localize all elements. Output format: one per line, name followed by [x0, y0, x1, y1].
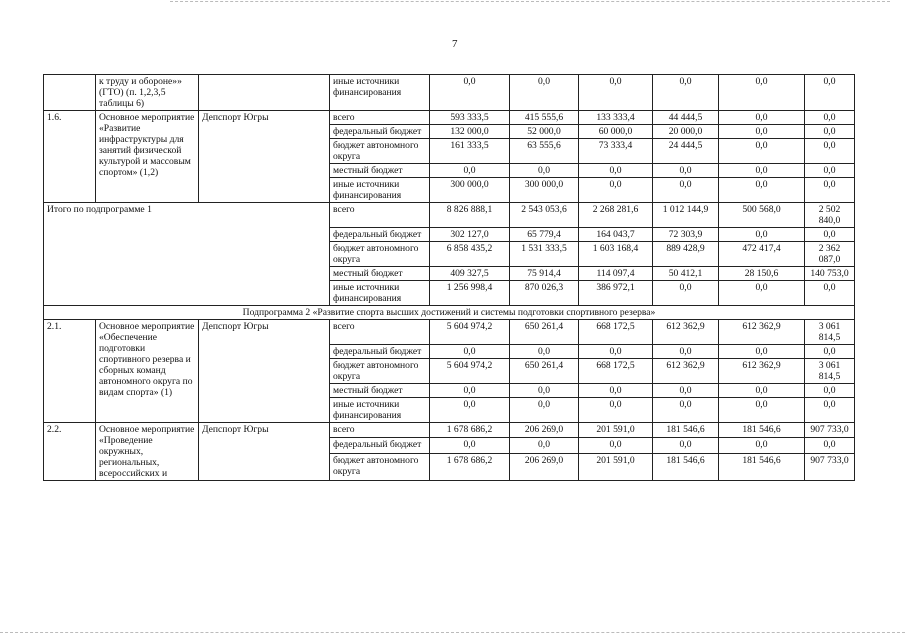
amount-cell: 0,0: [805, 384, 855, 398]
funding-source: бюджет автономного округа: [330, 359, 430, 384]
amount-cell: 1 531 333,5: [510, 242, 579, 267]
funding-source: федеральный бюджет: [330, 228, 430, 242]
budget-table: [43, 74, 855, 481]
amount-cell: 0,0: [719, 75, 805, 111]
amount-cell: 5 604 974,2: [430, 320, 510, 345]
amount-cell: 114 097,4: [579, 267, 653, 281]
amount-cell: 1 012 144,9: [653, 203, 719, 228]
amount-cell: 415 555,6: [510, 111, 579, 125]
amount-cell: 0,0: [805, 281, 855, 306]
amount-cell: 0,0: [719, 164, 805, 178]
amount-cell: 0,0: [719, 228, 805, 242]
amount-cell: 0,0: [805, 75, 855, 111]
amount-cell: 0,0: [805, 178, 855, 203]
amount-cell: 181 546,6: [653, 423, 719, 438]
amount-cell: 0,0: [719, 384, 805, 398]
amount-cell: 300 000,0: [510, 178, 579, 203]
amount-cell: 2 362 087,0: [805, 242, 855, 267]
funding-source: всего: [330, 111, 430, 125]
amount-cell: 0,0: [579, 438, 653, 453]
amount-cell: 889 428,9: [653, 242, 719, 267]
amount-cell: 0,0: [579, 178, 653, 203]
amount-cell: 0,0: [653, 384, 719, 398]
executor: Депспорт Югры: [199, 111, 330, 203]
amount-cell: 3 061 814,5: [805, 359, 855, 384]
amount-cell: 907 733,0: [805, 423, 855, 438]
amount-cell: 907 733,0: [805, 453, 855, 480]
amount-cell: 0,0: [653, 281, 719, 306]
amount-cell: 161 333,5: [430, 139, 510, 164]
amount-cell: 668 172,5: [579, 320, 653, 345]
funding-source: местный бюджет: [330, 164, 430, 178]
funding-source: всего: [330, 423, 430, 438]
amount-cell: 0,0: [805, 164, 855, 178]
amount-cell: 181 546,6: [653, 453, 719, 480]
amount-cell: 50 412,1: [653, 267, 719, 281]
amount-cell: 0,0: [430, 164, 510, 178]
funding-source: всего: [330, 320, 430, 345]
amount-cell: 612 362,9: [653, 359, 719, 384]
scan-bottom-edge: [0, 632, 905, 633]
amount-cell: 20 000,0: [653, 125, 719, 139]
amount-cell: 0,0: [805, 398, 855, 423]
activity-name: Основное мероприятие «Проведение окружных, региональных, всероссийских и: [96, 423, 199, 481]
amount-cell: 0,0: [719, 345, 805, 359]
funding-source: иные источники финансирования: [330, 398, 430, 423]
activity-name: Основное мероприятие «Обеспечение подготовки спортивного резерва и сборных команд автономного округа по видам спорта» (1): [96, 320, 199, 423]
row-number: 2.1.: [44, 320, 96, 423]
table-row: [44, 75, 855, 111]
amount-cell: 72 303,9: [653, 228, 719, 242]
amount-cell: 0,0: [719, 139, 805, 164]
funding-source: иные источники финансирования: [330, 75, 430, 111]
amount-cell: 0,0: [719, 281, 805, 306]
amount-cell: 0,0: [430, 345, 510, 359]
page-number: 7: [452, 38, 458, 50]
amount-cell: 472 417,4: [719, 242, 805, 267]
amount-cell: 201 591,0: [579, 423, 653, 438]
amount-cell: 0,0: [579, 384, 653, 398]
amount-cell: 593 333,5: [430, 111, 510, 125]
executor: [199, 75, 330, 111]
amount-cell: 0,0: [805, 438, 855, 453]
amount-cell: 0,0: [510, 398, 579, 423]
funding-source: всего: [330, 203, 430, 228]
amount-cell: 0,0: [653, 164, 719, 178]
amount-cell: 386 972,1: [579, 281, 653, 306]
subtotal-label: Итого по подпрограмме 1: [44, 203, 330, 306]
amount-cell: 1 678 686,2: [430, 453, 510, 480]
table-row: [44, 111, 855, 125]
amount-cell: 0,0: [430, 384, 510, 398]
table-body: [44, 75, 855, 481]
amount-cell: 500 568,0: [719, 203, 805, 228]
amount-cell: 0,0: [719, 398, 805, 423]
amount-cell: 612 362,9: [653, 320, 719, 345]
amount-cell: 181 546,6: [719, 453, 805, 480]
amount-cell: 73 333,4: [579, 139, 653, 164]
table-row: [44, 203, 855, 228]
amount-cell: 164 043,7: [579, 228, 653, 242]
amount-cell: 2 268 281,6: [579, 203, 653, 228]
amount-cell: 0,0: [653, 438, 719, 453]
amount-cell: 0,0: [579, 398, 653, 423]
table-row: [44, 306, 855, 320]
amount-cell: 0,0: [510, 438, 579, 453]
amount-cell: 52 000,0: [510, 125, 579, 139]
amount-cell: 2 543 053,6: [510, 203, 579, 228]
funding-source: иные источники финансирования: [330, 281, 430, 306]
row-number: [44, 75, 96, 111]
amount-cell: 0,0: [430, 75, 510, 111]
amount-cell: 181 546,6: [719, 423, 805, 438]
amount-cell: 0,0: [510, 75, 579, 111]
amount-cell: 28 150,6: [719, 267, 805, 281]
amount-cell: 302 127,0: [430, 228, 510, 242]
amount-cell: 612 362,9: [719, 359, 805, 384]
amount-cell: 63 555,6: [510, 139, 579, 164]
amount-cell: 0,0: [510, 164, 579, 178]
amount-cell: 668 172,5: [579, 359, 653, 384]
amount-cell: 0,0: [805, 228, 855, 242]
amount-cell: 0,0: [430, 398, 510, 423]
row-number: 2.2.: [44, 423, 96, 481]
amount-cell: 201 591,0: [579, 453, 653, 480]
amount-cell: 0,0: [719, 178, 805, 203]
amount-cell: 0,0: [805, 139, 855, 164]
amount-cell: 870 026,3: [510, 281, 579, 306]
amount-cell: 206 269,0: [510, 453, 579, 480]
amount-cell: 0,0: [805, 125, 855, 139]
amount-cell: 75 914,4: [510, 267, 579, 281]
amount-cell: 0,0: [719, 125, 805, 139]
executor: Депспорт Югры: [199, 320, 330, 423]
amount-cell: 0,0: [653, 178, 719, 203]
amount-cell: 65 779,4: [510, 228, 579, 242]
amount-cell: 6 858 435,2: [430, 242, 510, 267]
funding-source: бюджет автономного округа: [330, 242, 430, 267]
subprogram-title: Подпрограмма 2 «Развитие спорта высших достижений и системы подготовки спортивного резерва»: [44, 306, 855, 320]
funding-source: федеральный бюджет: [330, 345, 430, 359]
amount-cell: 409 327,5: [430, 267, 510, 281]
amount-cell: 5 604 974,2: [430, 359, 510, 384]
funding-source: федеральный бюджет: [330, 438, 430, 453]
amount-cell: 0,0: [579, 345, 653, 359]
table-row: [44, 423, 855, 438]
amount-cell: 0,0: [510, 345, 579, 359]
amount-cell: 0,0: [653, 398, 719, 423]
activity-name: к труду и обороне»» (ГТО) (п. 1,2,3,5 таблицы 6): [96, 75, 199, 111]
amount-cell: 206 269,0: [510, 423, 579, 438]
amount-cell: 60 000,0: [579, 125, 653, 139]
amount-cell: 2 502 840,0: [805, 203, 855, 228]
funding-source: местный бюджет: [330, 267, 430, 281]
executor: Депспорт Югры: [199, 423, 330, 481]
amount-cell: 0,0: [579, 164, 653, 178]
funding-source: бюджет автономного округа: [330, 453, 430, 480]
funding-source: местный бюджет: [330, 384, 430, 398]
amount-cell: 300 000,0: [430, 178, 510, 203]
amount-cell: 650 261,4: [510, 320, 579, 345]
funding-source: бюджет автономного округа: [330, 139, 430, 164]
amount-cell: 0,0: [805, 345, 855, 359]
amount-cell: 24 444,5: [653, 139, 719, 164]
amount-cell: 0,0: [719, 111, 805, 125]
amount-cell: 3 061 814,5: [805, 320, 855, 345]
amount-cell: 0,0: [430, 438, 510, 453]
amount-cell: 612 362,9: [719, 320, 805, 345]
amount-cell: 1 256 998,4: [430, 281, 510, 306]
scan-top-edge: [170, 1, 890, 2]
row-number: 1.6.: [44, 111, 96, 203]
table-row: [44, 320, 855, 345]
amount-cell: 132 000,0: [430, 125, 510, 139]
amount-cell: 0,0: [653, 75, 719, 111]
amount-cell: 140 753,0: [805, 267, 855, 281]
amount-cell: 0,0: [579, 75, 653, 111]
activity-name: Основное мероприятие «Развитие инфраструктуры для занятий физической культурой и массовым спортом» (1,2): [96, 111, 199, 203]
amount-cell: 0,0: [719, 438, 805, 453]
amount-cell: 0,0: [510, 384, 579, 398]
amount-cell: 1 603 168,4: [579, 242, 653, 267]
amount-cell: 133 333,4: [579, 111, 653, 125]
amount-cell: 8 826 888,1: [430, 203, 510, 228]
amount-cell: 44 444,5: [653, 111, 719, 125]
funding-source: федеральный бюджет: [330, 125, 430, 139]
amount-cell: 0,0: [653, 345, 719, 359]
amount-cell: 650 261,4: [510, 359, 579, 384]
amount-cell: 0,0: [805, 111, 855, 125]
amount-cell: 1 678 686,2: [430, 423, 510, 438]
funding-source: иные источники финансирования: [330, 178, 430, 203]
